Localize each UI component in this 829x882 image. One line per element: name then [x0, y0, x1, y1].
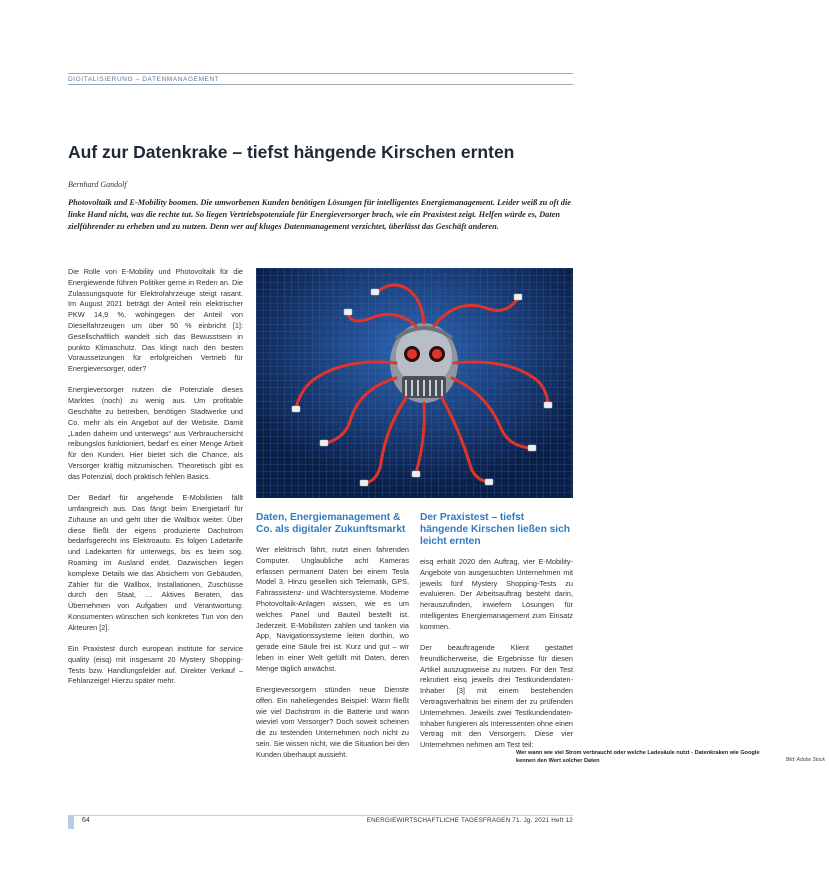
- robot-octopus-illustration: [256, 268, 573, 498]
- footer-rule: [68, 815, 573, 816]
- paragraph: Ein Praxistest durch european institute for service quality (eisq) mit insgesamt 20 Mystery Shopping-Tests bzw. Handlungsfelder auf. Direkter Verkauf – Fehlanzeige! Hierzu später mehr.: [68, 644, 243, 686]
- section-heading: Der Praxistest – tiefst hängende Kirschen ließen sich leicht ernten: [420, 512, 571, 547]
- journal-reference: ENERGIEWIRTSCHAFTLICHE TAGESFRAGEN 71. Jg. 2021 Heft 12: [366, 817, 573, 824]
- paragraph: Die Rolle von E-Mobility und Photovoltaik für die Energiewende führen Politiker gerne in Reden an. Die Zulassungsquote für Elektrofahrzeuge steigt rasant. Im August 2021 beträgt der Anteil rein elektrischer PKW 14,9 %, wohingegen der Anteil von Dieselfahrzeugen um über 50 % einbricht [1]: Gesellschaftlich wandelt sich das Bewusstsein in punkto Klimaschutz. Das klingt nach den besten Voraussetzungen für erfolgreichen Vertrieb für Energieversorger, oder?: [68, 267, 243, 374]
- page-number: 64: [82, 817, 90, 824]
- page-marker: [68, 815, 74, 829]
- text-column-2: [256, 512, 409, 771]
- rubric-label: DIGITALISIERUNG – DATENMANAGEMENT: [68, 75, 220, 83]
- text-column-3: [420, 512, 573, 762]
- section-rubric: [68, 73, 573, 85]
- paragraph: Energieversorger nutzen die Potenziale dieses Marktes (noch) zu wenig aus. Um profitable Geschäfte zu betreiben, benötigen Stadtwerke und Co. mehr als ein Angebot auf der Website. Damit „Laden daheim und unterwegs“ aus Verbrauchersicht reibungslos funktioniert, bedarf es einer Menge Arbeit für den Kunden. Hier bietet sich die Chance, als Versorger kräftig mitzumischen. Theoretisch gibt es das Potenzial, doch praktisch fehlen Basics.: [68, 385, 243, 481]
- article-author: Bernhard Gandolf: [68, 180, 127, 189]
- section-heading: Daten, Energiemanagement & Co. als digitaler Zukunftsmarkt: [256, 512, 406, 535]
- image-credit: Bild: Adobe Stock: [785, 756, 825, 763]
- paragraph: eisq erhält 2020 den Auftrag, vier E-Mobility-Angebote von ausgesuchten Unternehmen mit jeweils fünf Mystery Shopping-Tests zu evaluieren. Der Arbeitsauftrag besteht darin, herauszufinden, inwiefern Lösungen für intelligentes Energiemanagement zum Einsatz kommen.: [420, 557, 573, 631]
- paragraph: Energieversorgern stünden neue Dienste offen. Ein naheliegendes Beispiel: Wann fließt wie viel Dachstrom in die Batterie und wann wieviel vom Versorger? Doch soweit scheinen die zu testenden Unternehmen noch nicht zu sein. Sie wissen nicht, wie die Situation bei den Kunden überhaupt aussieht.: [256, 685, 409, 759]
- article-abstract: Photovoltaik und E-Mobility boomen. Die umworbenen Kunden benötigen Lösungen für intelligentes Energiemanagement. Leider weiß zu oft die linke Hand nicht, was die rechte tut. So liegen Vertriebspotenziale für Energieversorger brach, wie ein Praxistest zeigt. Helfen würde es, Daten zielführender zu erheben und zu nutzen. Denn wer auf kluges Datenmanagement verzichtet, überlässt das Geschäft anderen.: [68, 198, 571, 232]
- paragraph: Der beauftragende Klient gestattet freundlicherweise, die Ergebnisse für diesen Artikel auszugsweise zu nutzen. Für den Test rekrutiert eisq jeweils drei Testkundendaten-Inhaber [3] mit einem bestehenden Vertragsverhältnis bei einem der zu prüfenden Unternehmen. Jeweils zwei Testkundendaten-Inhaber fungieren als Interessenten ohne einen Vertrag mit den Versorgern. Diese vier Unternehmen nehmen am Test teil:: [420, 643, 573, 750]
- paragraph: Wer elektrisch fährt, nutzt einen fahrenden Computer. Unglaubliche acht Kameras erfassen permanent Daten bei einem Tesla Model 3. Hinzu gesellen sich Telematik, GPS, Fahrassistenz- und Wächtersysteme. Moderne Photovoltaik-Anlagen wissen, wie es um welches Panel und Bauteil bestellt ist. Jederzeit. E-Mobilisten zahlen und tanken via App, Navigationssysteme leiten dorthin, wo gerade eine Säule frei ist. Kurz und gut – wir leben in einer Welt gefüllt mit Daten, deren Menge täglich anwächst.: [256, 545, 409, 673]
- paragraph: Der Bedarf für angehende E-Mobilisten fällt umfangreich aus. Das fängt beim Energietarif für Zuhause an und geht über die Wallbox weiter. Über diese fließt der eigens produzierte Dachstrom bedarfsgerecht ins Elektroauto. Es folgen Ladetarife und Ladekarten für unterwegs, bis es beim sog. Roaming im Ausland endet. Dazwischen liegen komplexe Details wie das Absichern von Gebäuden, Zähler für die Wallbox, Installationen, Zuschüsse durch den Staat, … Aktives Beraten, das Übernehmen von Aufgaben und Verantwortung: Konsumenten wünschen sich konkretes Tun von den Akteuren [2].: [68, 493, 243, 632]
- text-column-1: [68, 267, 243, 698]
- article-title: Auf zur Datenkrake – tiefst hängende Kirschen ernten: [68, 142, 515, 162]
- caption-text: Wer wann wie viel Strom verbraucht oder welche Ladesäule nutzt - Datenkraken wie Google kennen den Wert solcher Daten: [516, 750, 760, 764]
